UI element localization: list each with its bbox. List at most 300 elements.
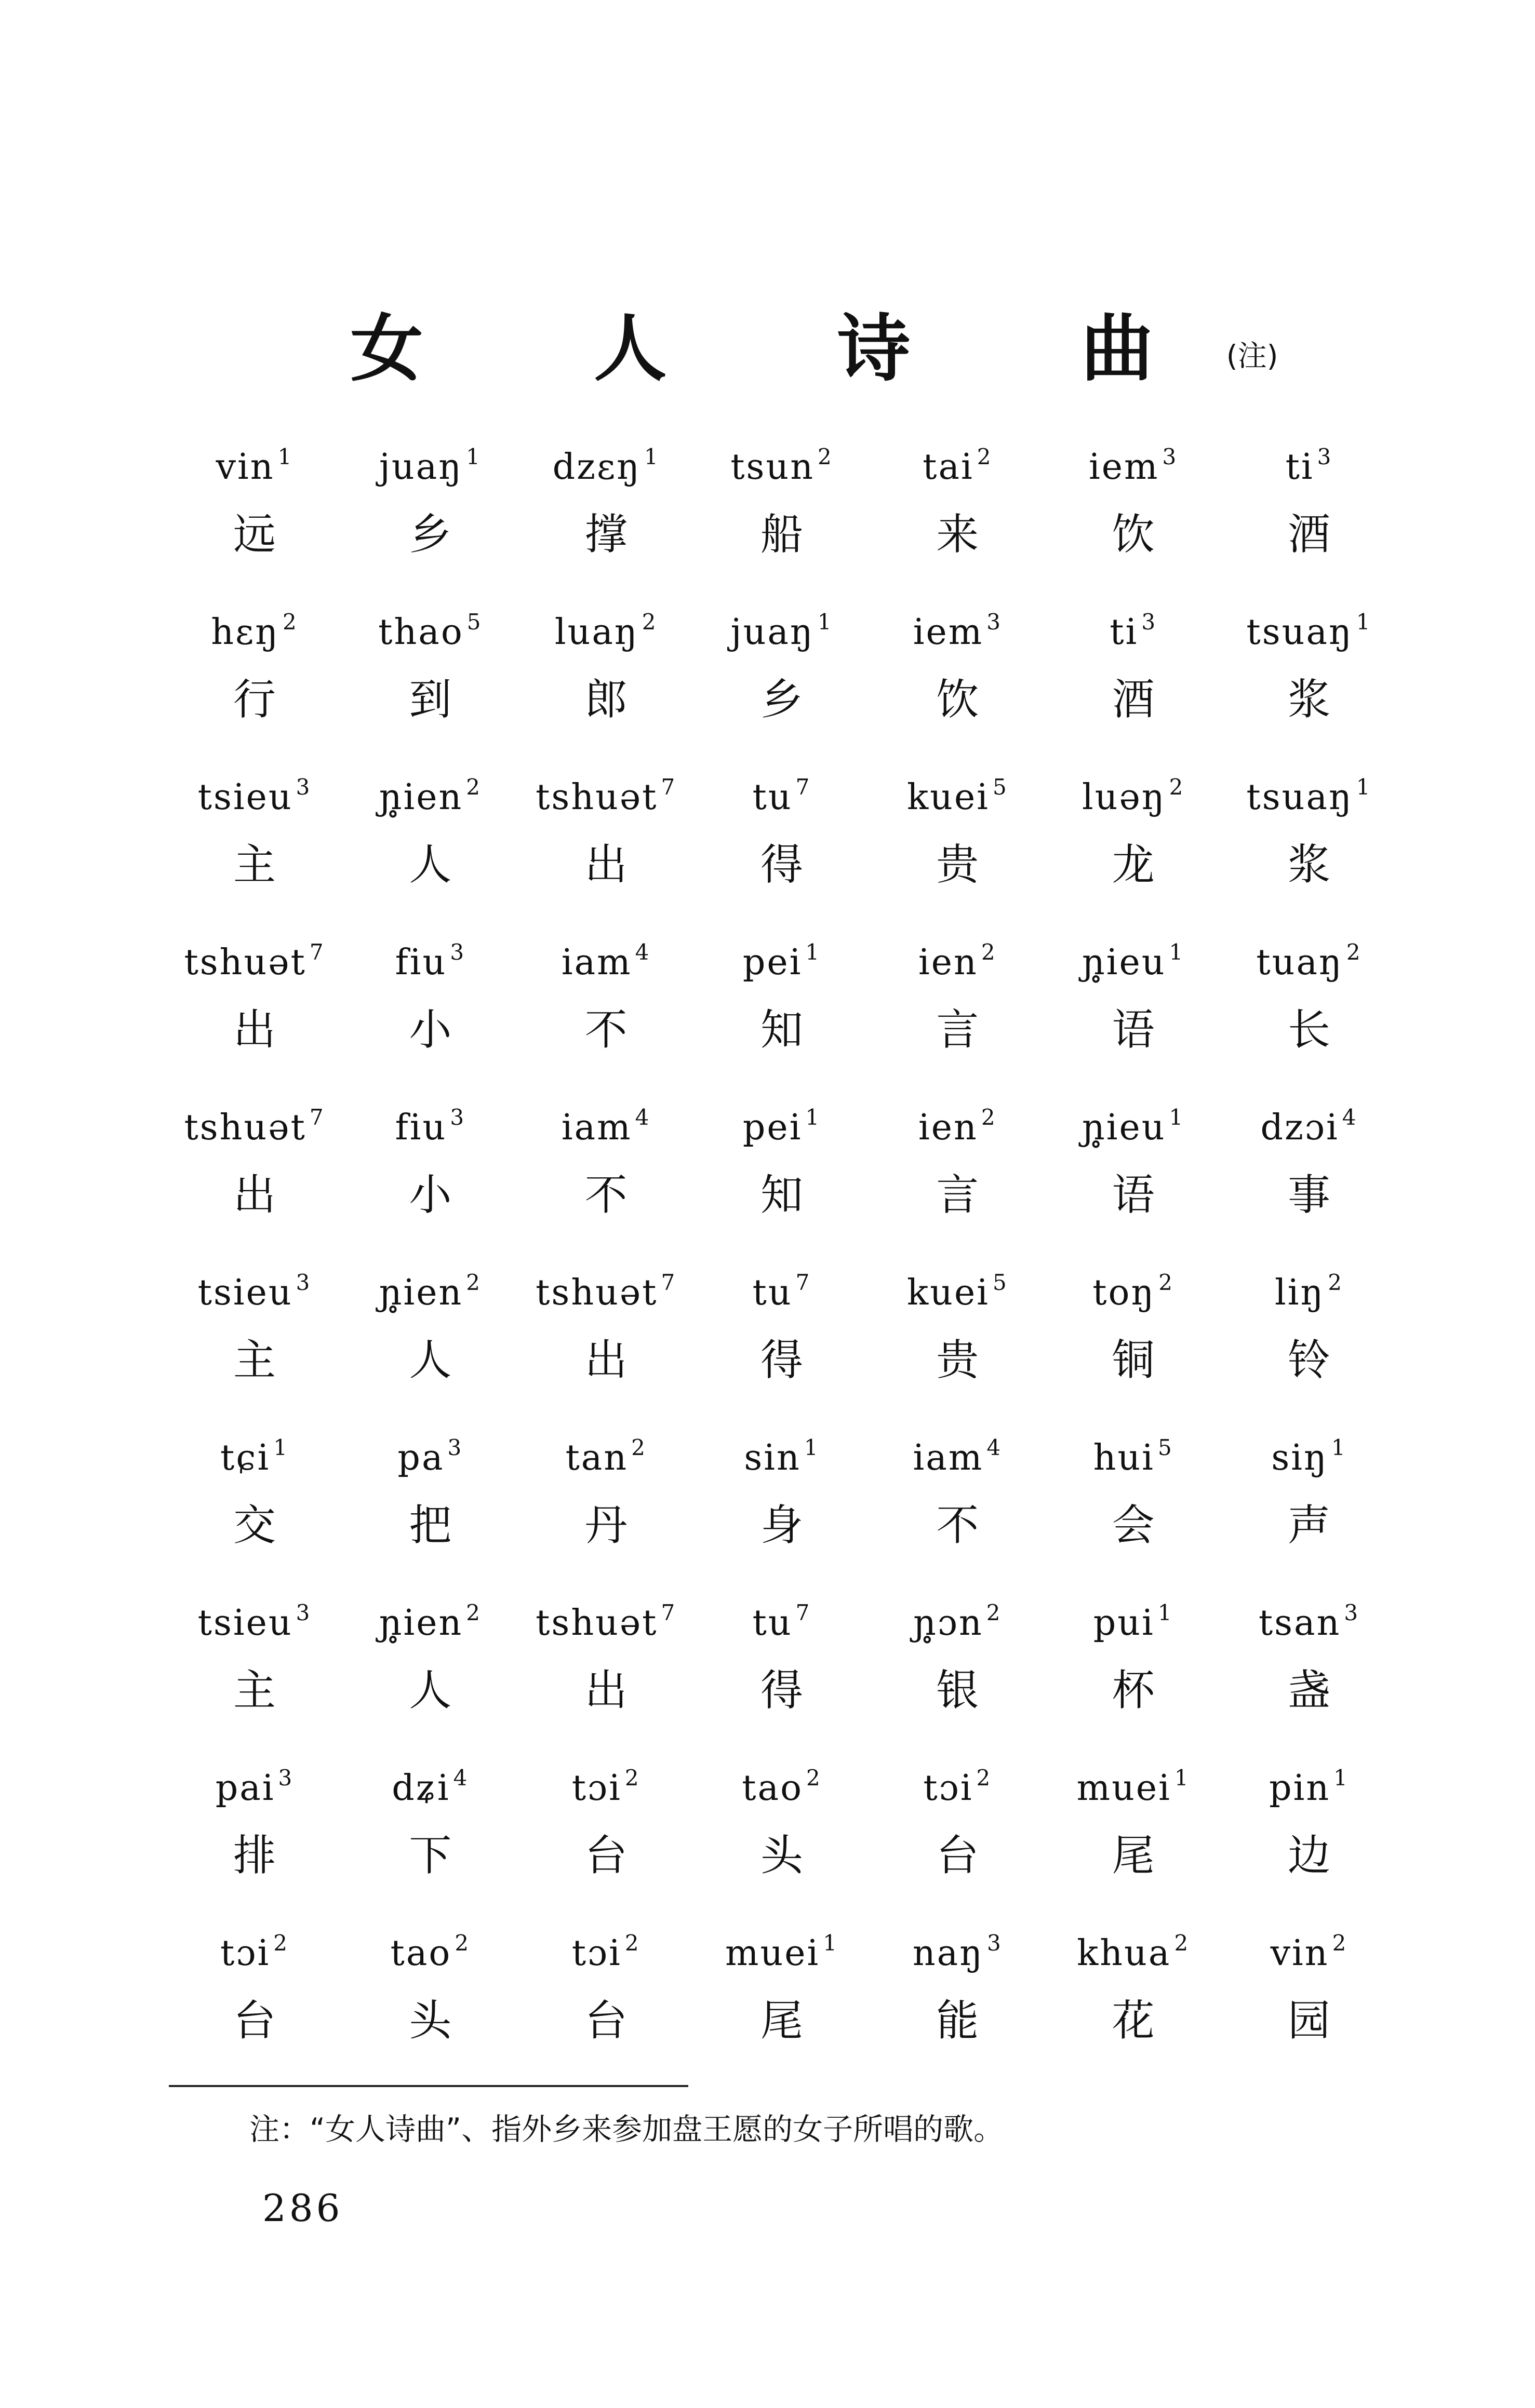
stanza: [171, 426, 1392, 591]
pinyin-syllable: [874, 1417, 1040, 1489]
hanzi-character: 会: [1112, 1501, 1155, 1550]
tone-number: 2: [624, 1930, 640, 1956]
tone-number: 3: [1141, 609, 1157, 635]
syllable-text: naŋ: [912, 1933, 984, 1974]
song-text-grid: [171, 426, 1392, 2077]
syllable-text: tshuət: [536, 1603, 658, 1644]
hanzi-character: 贵: [936, 840, 979, 890]
tone-number: 2: [1169, 774, 1185, 800]
hanzi-character: 下: [409, 1831, 452, 1880]
pinyin-syllable: [874, 921, 1040, 994]
stanza: [171, 1252, 1392, 1417]
tone-number: 2: [466, 774, 482, 800]
tone-number: 7: [309, 939, 325, 965]
pinyin-syllable: [1226, 1252, 1392, 1324]
hanzi-character: 主: [233, 1666, 276, 1715]
pinyin-syllable: [874, 1747, 1040, 1820]
hanzi-character: 乡: [760, 675, 803, 724]
tone-number: 7: [661, 1600, 677, 1625]
tone-number: 1: [823, 1930, 838, 1956]
hanzi-character: 银: [936, 1666, 979, 1715]
hanzi-character: 出: [233, 1005, 276, 1055]
syllable-text: muei: [1076, 1768, 1171, 1809]
stanza: [171, 756, 1392, 921]
hanzi-character: 得: [760, 1336, 803, 1385]
tone-number: 1: [1169, 1105, 1185, 1130]
hanzi-character: 丹: [584, 1501, 628, 1550]
pinyin-syllable: [1226, 921, 1392, 994]
pinyin-row: [171, 1582, 1392, 1654]
hanzi-character: 头: [409, 1996, 452, 2046]
pinyin-syllable: [523, 1582, 689, 1654]
pinyin-row: [171, 921, 1392, 994]
tone-number: 2: [806, 1765, 822, 1791]
tone-number: 1: [1333, 1765, 1349, 1791]
hanzi-character: 主: [233, 1336, 276, 1385]
syllable-text: tɔi: [571, 1933, 622, 1974]
pinyin-syllable: [171, 1252, 338, 1324]
tone-number: 1: [805, 939, 821, 965]
tone-number: 1: [1356, 774, 1372, 800]
pinyin-syllable: [523, 1912, 689, 1985]
syllable-text: tai: [923, 447, 974, 488]
hanzi-character: 船: [760, 510, 803, 559]
pinyin-row: [171, 756, 1392, 829]
syllable-text: kuei: [906, 1272, 990, 1313]
syllable-text: tan: [565, 1437, 629, 1478]
tone-number: 2: [986, 1600, 1002, 1625]
hanzi-character: 酒: [1112, 675, 1155, 724]
syllable-text: luəŋ: [1082, 777, 1166, 818]
hanzi-character: 言: [936, 1005, 979, 1055]
hanzi-character: 饮: [936, 675, 979, 724]
pinyin-syllable: [1050, 591, 1217, 664]
pinyin-syllable: [347, 1747, 513, 1820]
tone-number: 4: [986, 1435, 1003, 1460]
tone-number: 2: [642, 609, 658, 635]
tone-number: 1: [1331, 1435, 1347, 1460]
hanzi-character: 头: [760, 1831, 803, 1880]
tone-number: 2: [1158, 1270, 1174, 1295]
hanzi-character: 言: [936, 1171, 979, 1220]
hanzi-row: [171, 1489, 1392, 1562]
tone-number: 7: [661, 774, 677, 800]
tone-number: 3: [450, 939, 466, 965]
syllable-text: tu: [752, 777, 793, 818]
pinyin-syllable: [347, 1417, 513, 1489]
pinyin-syllable: [699, 1252, 865, 1324]
syllable-text: tshuət: [536, 777, 658, 818]
pinyin-syllable: [874, 1912, 1040, 1985]
syllable-text: dʑi: [392, 1768, 450, 1809]
syllable-text: iem: [913, 612, 984, 653]
tone-number: 7: [795, 1600, 811, 1625]
hanzi-character: 能: [936, 1996, 979, 2046]
hanzi-character: 盏: [1287, 1666, 1330, 1715]
hanzi-character: 台: [584, 1996, 628, 2046]
syllable-text: tsuaŋ: [1246, 777, 1353, 818]
hanzi-character: 远: [233, 510, 276, 559]
hanzi-row: [171, 829, 1392, 902]
syllable-text: tao: [390, 1933, 452, 1974]
tone-number: 2: [1174, 1930, 1190, 1956]
syllable-text: juaŋ: [730, 612, 815, 653]
syllable-text: iem: [1089, 447, 1159, 488]
syllable-text: tsieu: [197, 777, 293, 818]
hanzi-character: 小: [409, 1005, 452, 1055]
pinyin-syllable: [171, 1086, 338, 1159]
syllable-text: ɲ̥ɔn: [913, 1603, 983, 1644]
hanzi-character: 出: [233, 1171, 276, 1220]
tone-number: 1: [1157, 1600, 1173, 1625]
tone-number: 4: [453, 1765, 469, 1791]
hanzi-character: 尾: [760, 1996, 803, 2046]
pinyin-syllable: [699, 921, 865, 994]
hanzi-character: 不: [584, 1171, 628, 1220]
syllable-text: thao: [378, 612, 464, 653]
hanzi-character: 排: [233, 1831, 276, 1880]
tone-number: 2: [466, 1600, 482, 1625]
tone-number: 3: [296, 1600, 312, 1625]
syllable-text: liŋ: [1274, 1272, 1325, 1313]
syllable-text: hui: [1093, 1437, 1155, 1478]
syllable-text: khua: [1077, 1933, 1171, 1974]
hanzi-character: 台: [936, 1831, 979, 1880]
tone-number: 3: [986, 609, 1002, 635]
pinyin-syllable: [523, 1417, 689, 1489]
hanzi-character: 人: [409, 1336, 452, 1385]
tone-number: 2: [283, 609, 298, 635]
tone-number: 5: [992, 1270, 1008, 1295]
syllable-text: vin: [216, 447, 275, 488]
hanzi-character: 郎: [584, 675, 628, 724]
stanza: [171, 591, 1392, 756]
tone-number: 3: [987, 1930, 1003, 1956]
hanzi-character: 边: [1287, 1831, 1330, 1880]
syllable-text: tsieu: [197, 1272, 293, 1313]
tone-number: 1: [1169, 939, 1185, 965]
pinyin-syllable: [523, 426, 689, 499]
tone-number: 7: [309, 1105, 325, 1130]
syllable-text: tu: [752, 1603, 793, 1644]
syllable-text: tao: [742, 1768, 804, 1809]
pinyin-syllable: [1226, 1582, 1392, 1654]
syllable-text: tɔi: [923, 1768, 973, 1809]
syllable-text: dzɔi: [1260, 1107, 1339, 1148]
tone-number: 5: [992, 774, 1008, 800]
pinyin-syllable: [699, 1747, 865, 1820]
hanzi-character: 饮: [1112, 510, 1155, 559]
pinyin-syllable: [699, 1086, 865, 1159]
syllable-text: ti: [1110, 612, 1139, 653]
tone-number: 3: [447, 1435, 463, 1460]
pinyin-syllable: [874, 1086, 1040, 1159]
pinyin-row: [171, 426, 1392, 499]
syllable-text: pin: [1269, 1768, 1331, 1809]
pinyin-syllable: [171, 1747, 338, 1820]
hanzi-character: 台: [233, 1996, 276, 2046]
tone-number: 2: [455, 1930, 471, 1956]
tone-number: 1: [466, 444, 482, 469]
syllable-text: tshuət: [536, 1272, 658, 1313]
pinyin-syllable: [1226, 1912, 1392, 1985]
tone-number: 1: [1174, 1765, 1190, 1791]
footnote-divider: [169, 2085, 688, 2087]
pinyin-syllable: [171, 1417, 338, 1489]
pinyin-syllable: [699, 591, 865, 664]
pinyin-syllable: [347, 591, 513, 664]
title-text: 女 人 诗 曲: [350, 307, 1226, 392]
pinyin-syllable: [1226, 756, 1392, 829]
hanzi-character: 铜: [1112, 1336, 1155, 1385]
pinyin-row: [171, 591, 1392, 664]
tone-number: 7: [795, 774, 811, 800]
pinyin-syllable: [874, 591, 1040, 664]
tone-number: 2: [977, 444, 993, 469]
syllable-text: ɲ̥ien: [379, 1272, 463, 1313]
pinyin-syllable: [1050, 1417, 1217, 1489]
pinyin-syllable: [1050, 1912, 1217, 1985]
hanzi-character: 长: [1287, 1005, 1330, 1055]
tone-number: 4: [635, 939, 651, 965]
tone-number: 2: [466, 1270, 482, 1295]
pinyin-syllable: [1050, 921, 1217, 994]
tone-number: 4: [1342, 1105, 1358, 1130]
hanzi-character: 主: [233, 840, 276, 890]
pinyin-row: [171, 1252, 1392, 1324]
tone-number: 3: [296, 774, 312, 800]
tone-number: 2: [981, 1105, 997, 1130]
footnote: 注：“女人诗曲”、指外乡来参加盘王愿的女子所唱的歌。: [249, 2111, 1004, 2147]
hanzi-character: 知: [760, 1005, 803, 1055]
pinyin-syllable: [523, 921, 689, 994]
tone-number: 4: [635, 1105, 651, 1130]
pinyin-syllable: [1050, 426, 1217, 499]
pinyin-syllable: [171, 426, 338, 499]
syllable-text: muei: [725, 1933, 820, 1974]
hanzi-character: 出: [584, 1666, 628, 1715]
pinyin-syllable: [1226, 1086, 1392, 1159]
pinyin-syllable: [874, 1252, 1040, 1324]
hanzi-character: 得: [760, 1666, 803, 1715]
hanzi-character: 语: [1112, 1171, 1155, 1220]
pinyin-syllable: [347, 1252, 513, 1324]
pinyin-syllable: [1050, 1086, 1217, 1159]
stanza: [171, 1417, 1392, 1582]
pinyin-syllable: [523, 591, 689, 664]
pinyin-row: [171, 1417, 1392, 1489]
tone-number: 2: [631, 1435, 647, 1460]
pinyin-syllable: [874, 756, 1040, 829]
pinyin-syllable: [1050, 1252, 1217, 1324]
pinyin-syllable: [171, 756, 338, 829]
pinyin-syllable: [699, 426, 865, 499]
pinyin-syllable: [1226, 426, 1392, 499]
pinyin-syllable: [874, 1582, 1040, 1654]
stanza: [171, 921, 1392, 1086]
hanzi-character: 浆: [1287, 675, 1330, 724]
hanzi-character: 撑: [584, 510, 628, 559]
hanzi-character: 园: [1287, 1996, 1330, 2046]
syllable-text: tshuət: [184, 942, 306, 983]
pinyin-syllable: [347, 426, 513, 499]
tone-number: 1: [644, 444, 660, 469]
tone-number: 5: [466, 609, 483, 635]
hanzi-character: 来: [936, 510, 979, 559]
pinyin-syllable: [1050, 1582, 1217, 1654]
syllable-text: luaŋ: [554, 612, 639, 653]
tone-number: 3: [278, 1765, 294, 1791]
hanzi-character: 尾: [1112, 1831, 1155, 1880]
pinyin-syllable: [171, 1912, 338, 1985]
syllable-text: vin: [1270, 1933, 1329, 1974]
syllable-text: hɛŋ: [211, 612, 280, 653]
syllable-text: tsun: [730, 447, 815, 488]
syllable-text: fiu: [395, 942, 447, 983]
tone-number: 1: [1356, 609, 1372, 635]
syllable-text: sin: [744, 1437, 801, 1478]
pinyin-syllable: [347, 1582, 513, 1654]
hanzi-character: 小: [409, 1171, 452, 1220]
hanzi-character: 不: [936, 1501, 979, 1550]
hanzi-character: 得: [760, 840, 803, 890]
tone-number: 2: [818, 444, 833, 469]
tone-number: 3: [450, 1105, 466, 1130]
hanzi-character: 杯: [1112, 1666, 1155, 1715]
hanzi-character: 把: [409, 1501, 452, 1550]
pinyin-row: [171, 1912, 1392, 1985]
pinyin-syllable: [1226, 1747, 1392, 1820]
hanzi-character: 行: [233, 675, 276, 724]
hanzi-row: [171, 1324, 1392, 1397]
syllable-text: ɲ̥ien: [379, 1603, 463, 1644]
syllable-text: pa: [397, 1437, 445, 1478]
syllable-text: juaŋ: [379, 447, 463, 488]
hanzi-character: 贵: [936, 1336, 979, 1385]
syllable-text: ɲ̥ien: [379, 777, 463, 818]
tone-number: 7: [661, 1270, 677, 1295]
hanzi-character: 乡: [409, 510, 452, 559]
pinyin-syllable: [347, 1912, 513, 1985]
syllable-text: tsieu: [197, 1603, 293, 1644]
tone-number: 3: [296, 1270, 312, 1295]
tone-number: 3: [1344, 1600, 1360, 1625]
tone-number: 5: [1157, 1435, 1173, 1460]
hanzi-character: 浆: [1287, 840, 1330, 890]
syllable-text: tɔi: [571, 1768, 622, 1809]
pinyin-syllable: [874, 426, 1040, 499]
pinyin-syllable: [699, 1582, 865, 1654]
pinyin-syllable: [171, 591, 338, 664]
hanzi-character: 龙: [1112, 840, 1155, 890]
syllable-text: tuaŋ: [1256, 942, 1343, 983]
pinyin-syllable: [1050, 1747, 1217, 1820]
pinyin-syllable: [523, 1252, 689, 1324]
pinyin-syllable: [699, 1417, 865, 1489]
hanzi-character: 事: [1287, 1171, 1330, 1220]
syllable-text: tsan: [1258, 1603, 1341, 1644]
syllable-text: pei: [742, 942, 803, 983]
tone-number: 2: [1332, 1930, 1348, 1956]
pinyin-syllable: [1226, 591, 1392, 664]
tone-number: 1: [817, 609, 833, 635]
syllable-text: dzɛŋ: [552, 447, 641, 488]
pinyin-syllable: [699, 756, 865, 829]
syllable-text: tshuət: [184, 1107, 306, 1148]
syllable-text: pui: [1093, 1603, 1155, 1644]
hanzi-row: [171, 664, 1392, 736]
hanzi-row: [171, 994, 1392, 1067]
tone-number: 2: [976, 1765, 992, 1791]
pinyin-syllable: [1226, 1417, 1392, 1489]
syllable-text: iam: [561, 942, 632, 983]
hanzi-character: 知: [760, 1171, 803, 1220]
hanzi-character: 人: [409, 840, 452, 890]
tone-number: 1: [805, 1105, 821, 1130]
pinyin-syllable: [523, 1086, 689, 1159]
hanzi-character: 花: [1112, 1996, 1155, 2046]
pinyin-syllable: [171, 921, 338, 994]
tone-number: 2: [273, 1930, 289, 1956]
hanzi-character: 身: [760, 1501, 803, 1550]
hanzi-row: [171, 1159, 1392, 1232]
pinyin-row: [171, 1747, 1392, 1820]
hanzi-character: 语: [1112, 1005, 1155, 1055]
hanzi-character: 出: [584, 1336, 628, 1385]
hanzi-character: 到: [409, 675, 452, 724]
page-title: [0, 291, 1535, 395]
syllable-text: siŋ: [1271, 1437, 1328, 1478]
tone-number: 1: [804, 1435, 820, 1460]
hanzi-character: 交: [233, 1501, 276, 1550]
syllable-text: ien: [918, 942, 978, 983]
syllable-text: iam: [561, 1107, 632, 1148]
pinyin-syllable: [699, 1912, 865, 1985]
tone-number: 7: [795, 1270, 811, 1295]
stanza: [171, 1912, 1392, 2077]
hanzi-character: 出: [584, 840, 628, 890]
pinyin-row: [171, 1086, 1392, 1159]
pinyin-syllable: [347, 1086, 513, 1159]
hanzi-character: 台: [584, 1831, 628, 1880]
syllable-text: pei: [742, 1107, 803, 1148]
hanzi-row: [171, 1654, 1392, 1727]
hanzi-row: [171, 499, 1392, 571]
syllable-text: kuei: [906, 777, 990, 818]
pinyin-syllable: [347, 756, 513, 829]
syllable-text: ti: [1285, 447, 1314, 488]
syllable-text: ɲ̥ieu: [1082, 942, 1166, 983]
tone-number: 2: [1346, 939, 1362, 965]
syllable-text: iam: [913, 1437, 984, 1478]
hanzi-character: 声: [1287, 1501, 1330, 1550]
syllable-text: tɕi: [220, 1437, 271, 1478]
hanzi-character: 酒: [1287, 510, 1330, 559]
hanzi-character: 不: [584, 1005, 628, 1055]
syllable-text: fiu: [395, 1107, 447, 1148]
syllable-text: ɲ̥ieu: [1082, 1107, 1166, 1148]
pinyin-syllable: [1050, 756, 1217, 829]
tone-number: 2: [981, 939, 997, 965]
tone-number: 2: [1328, 1270, 1343, 1295]
title-note-marker: (注): [1226, 339, 1278, 373]
page-number: 286: [262, 2186, 343, 2230]
tone-number: 1: [277, 444, 293, 469]
pinyin-syllable: [523, 756, 689, 829]
syllable-text: tu: [752, 1272, 793, 1313]
pinyin-syllable: [523, 1747, 689, 1820]
hanzi-character: 铃: [1287, 1336, 1330, 1385]
